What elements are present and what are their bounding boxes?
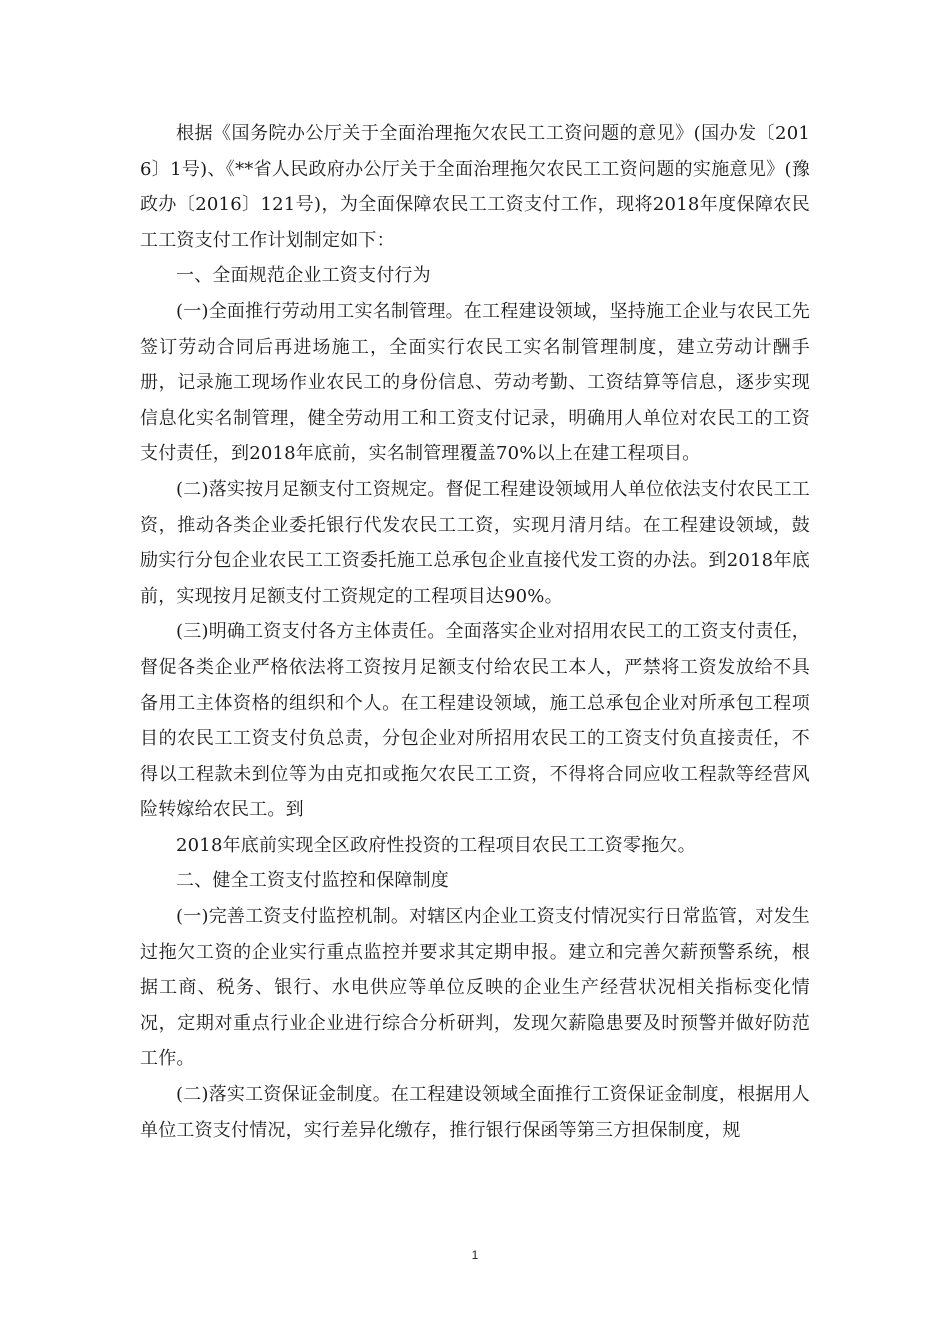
paragraph-1-3-cont: 2018年底前实现全区政府性投资的工程项目农民工工资零拖欠。 xyxy=(176,834,696,856)
paragraph-intro: 根据《国务院办公厅关于全面治理拖欠农民工工资问题的意见》(国办发〔2016〕1号)、《**省人民政府办公厅关于全面治理拖欠农民工工资问题的实施意见》(豫政办〔2016〕121号)，为全面保障农民工工资支付工作，现将2018年度保障农民工工资支付工作计划制定如下： xyxy=(140,123,810,251)
paragraph-2-2: (二)落实工资保证金制度。在工程建设领域全面推行工资保证金制度，根据用人单位工资支付情况，实行差异化缴存，推行银行保函等第三方担保制度，规 xyxy=(140,1084,810,1141)
paragraph-1-3: (三)明确工资支付各方主体责任。全面落实企业对招用农民工的工资支付责任，督促各类企业严格依法将工资按月足额支付给农民工本人，严禁将工资发放给不具备用工主体资格的组织和个人。在工程建设领域，施工总承包企业对所承包工程项目的农民工工资支付负总责，分包企业对所招用农民工的工资支付负直接责任，不得以工程款未到位等为由克扣或拖欠农民工工资，不得将合同应收工程款等经营风险转嫁给农民工。到 xyxy=(140,621,810,821)
paragraph-2-1: (一)完善工资支付监控机制。对辖区内企业工资支付情况实行日常监管，对发生过拖欠工资的企业实行重点监控并要求其定期申报。建立和完善欠薪预警系统，根据工商、税务、银行、水电供应等单位反映的企业生产经营状况相关指标变化情况，定期对重点行业企业进行综合分析研判，发现欠薪隐患要及时预警并做好防范工作。 xyxy=(140,906,810,1070)
paragraph-1-1: (一)全面推行劳动用工实名制管理。在工程建设领域，坚持施工企业与农民工先签订劳动合同后再进场施工，全面实行农民工实名制管理制度，建立劳动计酬手册，记录施工现场作业农民工的身份信息、劳动考勤、工资结算等信息，逐步实现信息化实名制管理，健全劳动用工和工资支付记录，明确用人单位对农民工的工资支付责任，到2018年底前，实名制管理覆盖70%以上在建工程项目。 xyxy=(140,300,810,465)
section-heading-1: 一、全面规范企业工资支付行为 xyxy=(176,265,431,287)
paragraph-1-2: (二)落实按月足额支付工资规定。督促工程建设领域用人单位依法支付农民工工资，推动各类企业委托银行代发农民工工资，实现月清月结。在工程建设领域，鼓励实行分包企业农民工工资委托施工总承包企业直接代发工资的办法。到2018年底前，实现按月足额支付工资规定的工程项目达90%。 xyxy=(140,478,810,607)
page-number: 1 xyxy=(471,1248,479,1262)
document-body xyxy=(140,116,810,1148)
section-heading-2: 二、健全工资支付监控和保障制度 xyxy=(176,870,449,892)
